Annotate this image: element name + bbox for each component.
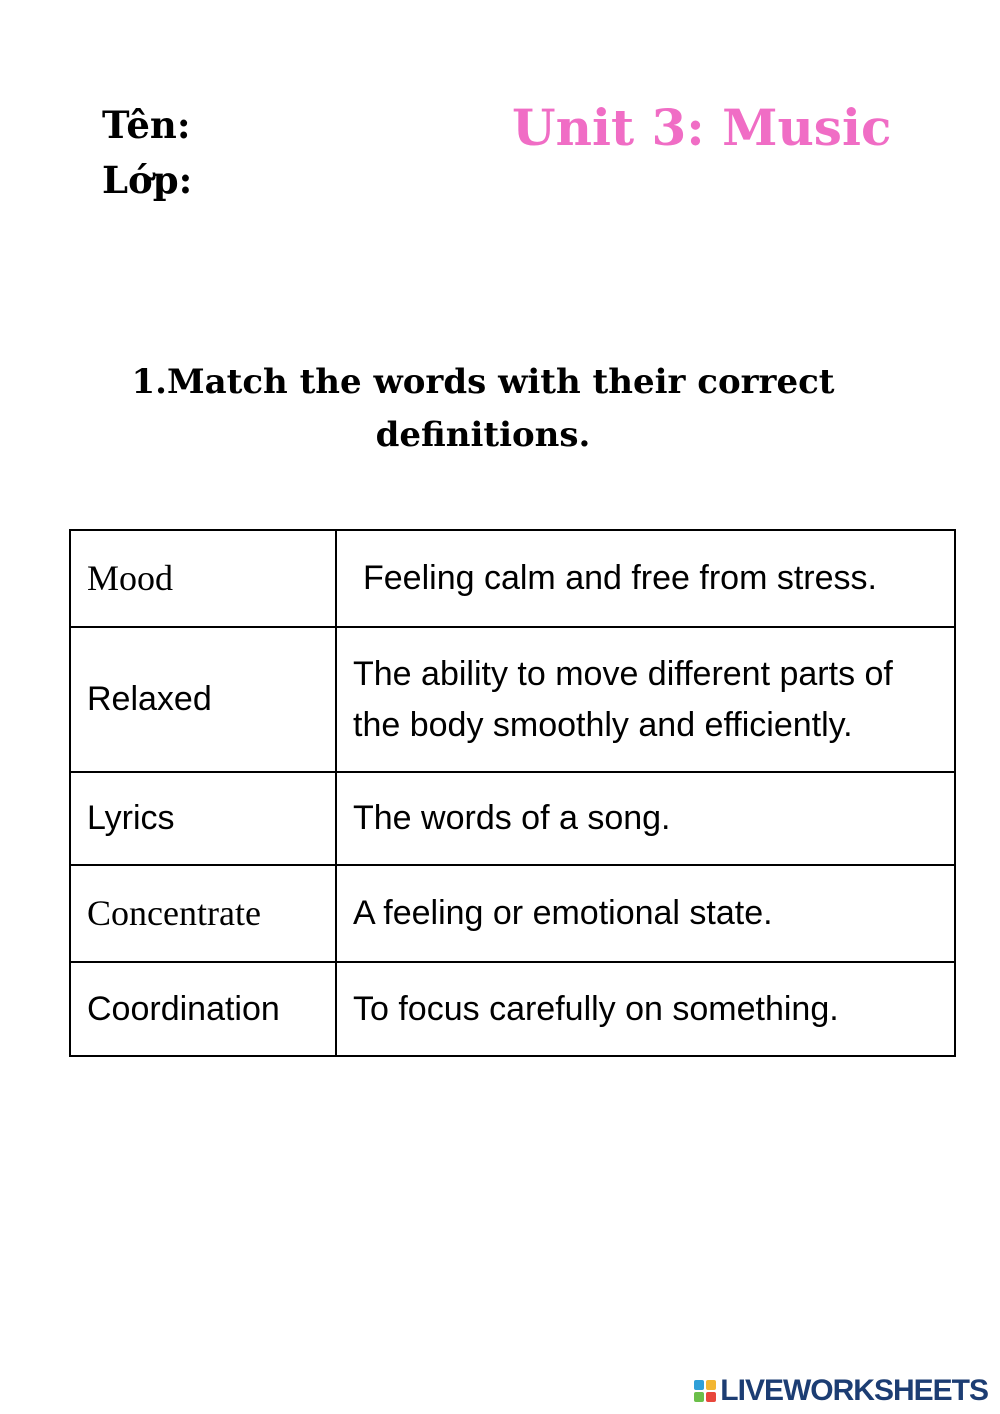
student-info (102, 98, 192, 208)
definition-cell (336, 962, 955, 1056)
table-row (70, 530, 955, 627)
definition-text-line-2: the body smoothly and efficiently. (353, 705, 853, 744)
definition-text: To focus carefully on something. (353, 989, 839, 1028)
word-cell (70, 530, 336, 627)
exercise-instruction (60, 356, 906, 462)
class-label: Lớp: (102, 158, 193, 202)
definition-cell (336, 627, 955, 772)
instruction-line-2: definitions. (375, 415, 591, 455)
definition-text: A feeling or emotional state. (353, 894, 773, 932)
matching-table (69, 529, 956, 1057)
word-cell (70, 962, 336, 1056)
word-cell (70, 627, 336, 772)
word-mood: Mood (87, 557, 174, 598)
word-lyrics: Lyrics (87, 799, 175, 837)
unit-title: Unit 3: Music (512, 98, 892, 157)
table-row (70, 962, 955, 1056)
table-row (70, 627, 955, 772)
definition-text-line-1: The ability to move different parts of (353, 654, 893, 693)
definition-cell (336, 865, 955, 962)
table-row (70, 772, 955, 865)
word-concentrate: Concentrate (87, 892, 261, 933)
definition-cell (336, 772, 955, 865)
instruction-line-1: 1.Match the words with their correct (131, 362, 835, 402)
word-cell (70, 865, 336, 962)
word-relaxed: Relaxed (87, 680, 212, 718)
definition-cell (336, 530, 955, 627)
brand-text: LIVEWORKSHEETS (720, 1374, 988, 1407)
liveworksheets-brand (694, 1374, 988, 1408)
word-coordination: Coordination (87, 989, 280, 1028)
liveworksheets-logo-icon (694, 1380, 716, 1402)
table-row (70, 865, 955, 962)
definition-text: Feeling calm and free from stress. (363, 559, 877, 597)
name-label: Tên: (102, 103, 191, 147)
definition-text: The words of a song. (353, 799, 671, 837)
word-cell (70, 772, 336, 865)
